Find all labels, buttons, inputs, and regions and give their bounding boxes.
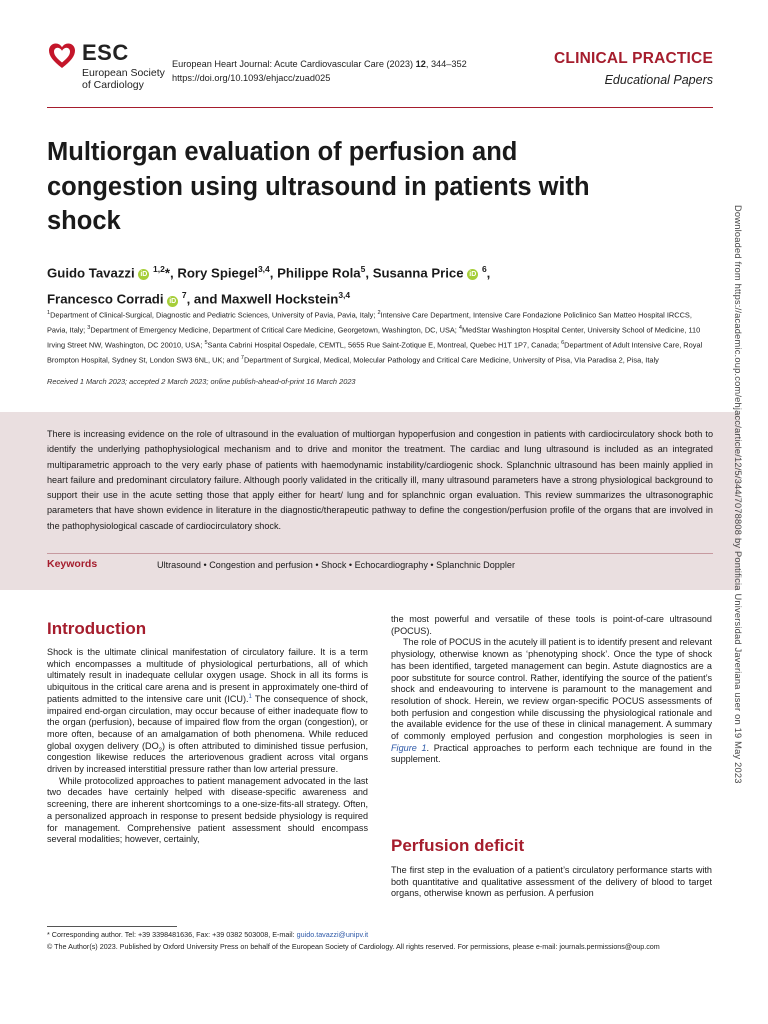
- received-dates: Received 1 March 2023; accepted 2 March 2023; online publish-ahead-of-print 16 March 2023: [47, 377, 356, 386]
- section-heading-introduction: Introduction: [47, 619, 147, 638]
- author-name: Maxwell Hockstein: [221, 291, 339, 307]
- journal-citation: European Heart Journal: Acute Cardiovascular Care (2023) 12, 344–352 https://doi.org/10.1093/ehjacc/zuad025: [172, 59, 467, 83]
- author-name: Guido Tavazzi: [47, 265, 135, 281]
- footnotes: * Corresponding author. Tel: +39 3398481636, Fax: +39 0382 503008, E-mail: guido.tavazzi@unipv.it © The Author(s) 2023. Published by Oxford University Press on behalf of the European Society of Cardiology. All rights reserved. For permissions, please e-mail: journals.permissions@oup.com: [47, 930, 660, 952]
- perfusion-text: The first step in the evaluation of a patient’s circulatory performance starts with both quantitative and qualitative assessment of the delivery of blood to target organs, otherwise known as perfusion. A perfusion: [391, 865, 712, 899]
- section-heading-perfusion: Perfusion deficit: [391, 836, 525, 855]
- author-name: Philippe Rola: [277, 265, 361, 281]
- author-list: Guido Tavazzi iD $^{1,2}$*, Rory Spiegel$^{3,4}$, Philippe Rola$^5$, Susanna Price iD $^6$, Francesco Corradi iD $^7$, and Maxwell Hockstein$^{3,4}$: [47, 264, 491, 307]
- doi-link[interactable]: https://doi.org/10.1093/ehjacc/zuad025: [172, 73, 331, 83]
- reference-link[interactable]: 1: [248, 693, 252, 700]
- intro-text: Shock is the ultimate clinical manifestation of circulatory failure. It is a term which encompasses a multitude of physiological perturbations, all of which ultimately result in inadequate cellular oxygen usage. Shock in all its forms is ubiquitous in the critical care arena and is present in approximately one-third of patients admitted to the intensive care unit (ICU).$^1$ The consequence of shock, impaired end-organ circulation, may occur because of either inadequate flow to the organ (perfusion), because of impaired flow from the organ (congestion), or more often, because of an amalgamation of both phenomena. While reduced global oxygen delivery $(DO_2)$ is often attributed to diminished tissue perfusion, congestion likewise reduces the arteriovenous gradient across vital organs driven by increased interstitial pressure rather than low arterial pressure. While protocolized approaches to patient management advocated in the last two decades have certainly helped with disease-specific awareness and screening, there are inherent shortcomings to a one-size-fits-all strategy. Often, a personalized approach in response to present bedside physiology is required for management. Comprehensive patient assessment should encompass several modalities; however, certainly,: [47, 647, 368, 845]
- header-divider: [47, 107, 713, 108]
- subsection-label: Educational Papers: [604, 73, 713, 87]
- figure-1-link[interactable]: Figure 1: [391, 742, 427, 753]
- right-column-text: the most powerful and versatile of these tools is point-of-care ultrasound (POCUS). The role of POCUS in the acutely ill patient is to identify present and relevant physiology, otherwise known as ‘phenotyping shock’. Once the type of shock has been identified, targeted management can begin. Astute diagnostics are a poor substitute for source control. Rather, identifying the source of the patient’s shock and endeavouring to intervene is paramount to the management and resolution of shock. Herein, we review organ-specific POCUS assessments of both perfusion and congestion while discussing the physiological rationale and the available evidence for the use of these in clinical management. A summary of commonly employed perfusion and congestion morphologies is seen in Figure 1. Practical approaches to perform each technique are found in the supplement.: [391, 614, 712, 765]
- esc-heart-logo-icon: [47, 41, 77, 71]
- keywords-label: Keywords: [47, 558, 98, 570]
- affiliations: $^1$Department of Clinical-Surgical, Diagnostic and Pediatric Sciences, University of Pavia, Pavia, Italy; $^2$Intensive Care Department, Intensive Care Fondazione Policlinico San Matteo Hospital IRCCS, Pavia, Italy; $^3$Department of Emergency Medicine, Department of Critical Care Medicine, Georgetown, Washington, DC, USA; $^4$MedStar Washington Hospital Center, University School of Medicine, 110 Irving Street NW, Washington, DC 20010, USA; $^5$Santa Cabrini Hospital Ospedale, CEMTL, 5655 Rue Saint-Zotique E, Montreal, Quebec H1T 1P7, Canada; $^6$Department of Adult Intensive Care, Royal Brompton Hospital, Sydney St, London SW3 6NL, UK; and $^7$Department of Surgical, Medical, Molecular Pathology and Critical Care Medicine, University of Pisa, VIa Paradisa 2, Pisa, Italy: [47, 310, 703, 365]
- footnote-divider: [47, 926, 177, 927]
- esc-logo-text: ESC: [82, 40, 129, 65]
- article-title: Multiorgan evaluation of perfusion and congestion using ultrasound in patients with shock: [47, 138, 590, 235]
- author-name: Rory Spiegel: [177, 265, 258, 281]
- abstract-text: There is increasing evidence on the role of ultrasound in the evaluation of multiorgan hypoperfusion and congestion in patients with cardiocirculatory shock both to identify the underlying pathophysiological mechanism and to drive and monitor the treatment. The cardiac and lung ultrasound is included as an integrated multiparametric approach to the very early phase of patients with haemodynamic instability/cardiogenic shock. Splanchnic ultrasound has been mainly applied in heart failure and predominant circulatory failure. Although poorly validated in the critically ill, many ultrasound parameters have a strong physiological background to support their use in the acute setting those that apply either for heart/ lung and for splanchnic organ evaluation. This review summarizes the ultrasonographic parameters that have shown evidence in literature in the diagnostic/therapeutic pathway to define the congestion/perfusion profile of the organs that are involved in the pathophysiological cascade of cardiocirculatory shock.: [47, 429, 713, 531]
- orcid-icon[interactable]: iD: [140, 271, 148, 279]
- section-label: CLINICAL PRACTICE: [554, 50, 713, 67]
- author-name: Francesco Corradi: [47, 291, 164, 307]
- esc-logo-subtitle: European Society of Cardiology: [82, 67, 165, 91]
- keywords-list: Ultrasound • Congestion and perfusion • Shock • Echocardiography • Splanchnic Doppler: [157, 560, 515, 570]
- author-email-link[interactable]: guido.tavazzi@unipv.it: [296, 930, 369, 939]
- download-watermark: Downloaded from https://academic.oup.com/ehjacc/article/12/5/344/7078808 by Pontificia Universidad Javeriana user on 19 May 2023: [733, 205, 743, 784]
- orcid-icon[interactable]: iD: [169, 297, 177, 305]
- keywords-divider: [47, 553, 713, 554]
- author-name: Susanna Price: [372, 265, 464, 281]
- orcid-icon[interactable]: iD: [469, 271, 477, 279]
